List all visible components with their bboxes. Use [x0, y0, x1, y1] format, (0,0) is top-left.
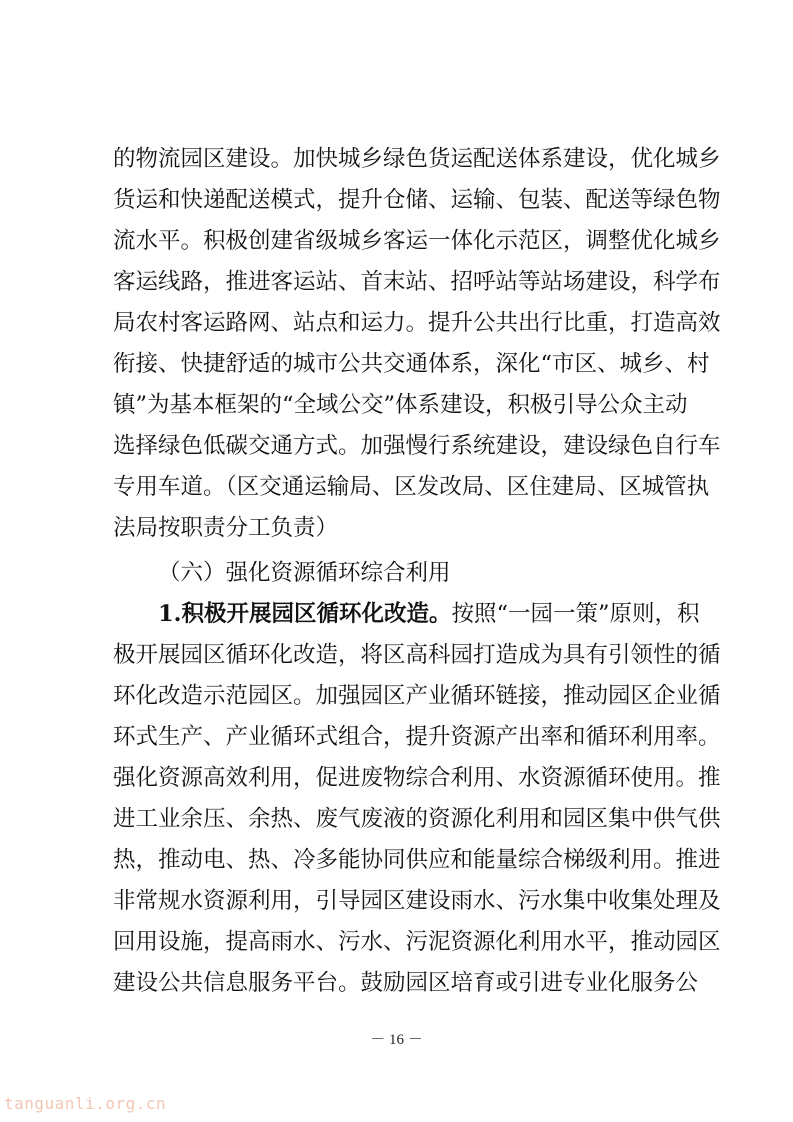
paragraph-line: 的物流园区建设。加快城乡绿色货运配送体系建设，优化城乡	[113, 146, 721, 172]
paragraph-line: 环式生产、产业循环式组合，提升资源产出率和循环利用率。	[113, 724, 721, 750]
paragraph-line: 环化改造示范园区。加强园区产业循环链接，推动园区企业循	[113, 683, 721, 709]
paragraph-line: 客运线路，推进客运站、首末站、招呼站等站场建设，科学布	[113, 269, 721, 295]
section-heading: （六）强化资源循环综合利用	[158, 560, 451, 586]
item-first-line	[158, 594, 700, 634]
watermark: tanguanli.org.cn	[4, 1094, 167, 1113]
paragraph-line: 选择绿色低碳交通方式。加强慢行系统建设，建设绿色自行车	[113, 433, 721, 459]
paragraph-line: 法局按职责分工负责）	[113, 515, 339, 541]
paragraph-line: 衔接、快捷舒适的城市公共交通体系，深化“市区、城乡、村	[113, 351, 710, 377]
paragraph-line: 流水平。积极创建省级城乡客运一体化示范区，调整优化城乡	[113, 228, 721, 254]
paragraph-line: 镇”为基本框架的“全域公交”体系建设，积极引导公众主动	[113, 392, 688, 418]
paragraph-line: 强化资源高效利用，促进废物综合利用、水资源循环使用。推	[113, 765, 721, 791]
page-number: － 16 －	[370, 1032, 423, 1048]
paragraph-line: 货运和快递配送模式，提升仓储、运输、包装、配送等绿色物	[113, 187, 721, 213]
paragraph-line: 局农村客运路网、站点和运力。提升公共出行比重，打造高效	[113, 310, 721, 336]
item-title: 1.积极开展园区循环化改造。	[158, 601, 452, 627]
item-first-line-text: 按照“一园一策”原则，积	[451, 601, 700, 627]
paragraph-line: 热，推动电、热、冷多能协同供应和能量综合梯级利用。推进	[113, 847, 721, 873]
paragraph-line: 进工业余压、余热、废气废液的资源化利用和园区集中供气供	[113, 806, 721, 832]
paragraph-line: 极开展园区循环化改造，将区高科园打造成为具有引领性的循	[113, 642, 721, 668]
paragraph-line: 建设公共信息服务平台。鼓励园区培育或引进专业化服务公	[113, 970, 699, 996]
paragraph-line: 回用设施，提高雨水、污水、污泥资源化利用水平，推动园区	[113, 929, 721, 955]
paragraph-line: 非常规水资源利用，引导园区建设雨水、污水集中收集处理及	[113, 888, 721, 914]
paragraph-line: 专用车道。（区交通运输局、区发改局、区住建局、区城管执	[113, 474, 710, 500]
